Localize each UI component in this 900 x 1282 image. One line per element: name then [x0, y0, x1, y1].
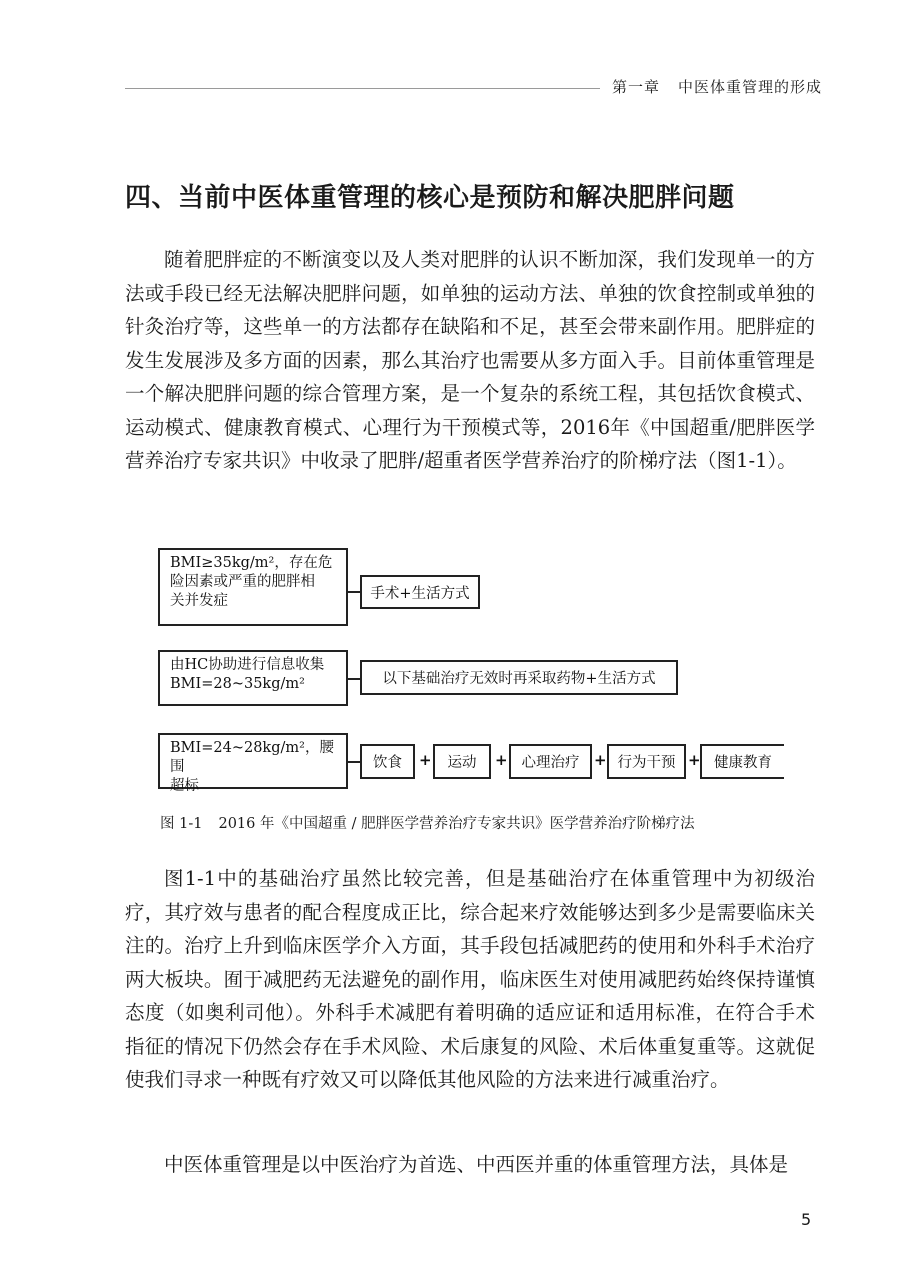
body-paragraph-2: 图1-1中的基础治疗虽然比较完善，但是基础治疗在体重管理中为初级治疗，其疗效与患者的配合程度成正比，综合起来疗效能够达到多少是需要临床关注的。治疗上升到临床医学介入方面，其手段包括减肥药的使用和外科手术治疗两大板块。囿于减肥药无法避免的副作用，临床医生对使用减肥药始终保持谨慎态度（如奥利司他）。外科手术减肥有着明确的适应证和适用标准，在符合手术指征的情况下仍然会存在手术风险、术后康复的风险、术后体重复重等。这就促使我们寻求一种既有疗效又可以降低其他风险的方法来进行减重治疗。: [125, 867, 815, 1091]
treatment-exercise: 运动: [447, 755, 477, 771]
tier1-condition-line2: 险因素或严重的肥胖相: [170, 574, 315, 590]
plus-sign: +: [495, 751, 508, 769]
figure-caption-text: 2016 年《中国超重 / 肥胖医学营养治疗专家共识》医学营养治疗阶梯疗法: [218, 816, 695, 832]
tier1-condition-box: [158, 548, 348, 626]
tier3-connector: [348, 761, 360, 763]
plus-sign: +: [419, 751, 432, 769]
chapter-number: 第一章: [612, 78, 661, 96]
tier1-treatment: 手术+生活方式: [370, 585, 470, 602]
chapter-title: 中医体重管理的形成: [678, 78, 823, 96]
page-number: 5: [801, 1210, 812, 1229]
body-paragraph-3: 中医体重管理是以中医治疗为首选、中西医并重的体重管理方法，具体是: [164, 1153, 789, 1176]
plus-sign: +: [594, 751, 607, 769]
treatment-diet: 饮食: [373, 755, 402, 771]
header-rule: [125, 88, 600, 89]
tier1-condition-line1: BMI≥35kg/m²，存在危: [170, 555, 333, 571]
tier3-condition-line2: 超标: [170, 778, 199, 794]
treatment-education: 健康教育: [714, 755, 772, 771]
figure-caption: [160, 812, 695, 833]
tier2-treatment-box: [360, 660, 678, 695]
treatment-behavior-box: [607, 744, 686, 779]
treatment-diet-box: [360, 744, 415, 779]
treatment-psychology-box: [509, 744, 592, 779]
tier2-treatment: 以下基础治疗无效时再采取药物+生活方式: [382, 671, 656, 687]
running-header: [612, 76, 822, 97]
tier2-connector: [348, 678, 360, 680]
tier2-condition-line2: BMI=28~35kg/m²: [170, 676, 305, 692]
section-heading: 四、当前中医体重管理的核心是预防和解决肥胖问题: [125, 183, 735, 213]
treatment-psychology: 心理治疗: [521, 755, 580, 771]
tier3-condition-box: [158, 733, 348, 794]
treatment-behavior: 行为干预: [617, 755, 676, 771]
figure-caption-label: 图 1-1: [160, 816, 203, 832]
tier2-condition-box: [158, 650, 348, 706]
body-paragraph-1: 随着肥胖症的不断演变以及人类对肥胖的认识不断加深，我们发现单一的方法或手段已经无法解决肥胖问题，如单独的运动方法、单独的饮食控制或单独的针灸治疗等，这些单一的方法都存在缺陷和不足，甚至会带来副作用。肥胖症的发生发展涉及多方面的因素，那么其治疗也需要从多方面入手。目前体重管理是一个解决肥胖问题的综合管理方案，是一个复杂的系统工程，其包括饮食模式、运动模式、健康教育模式、心理行为干预模式等，2016年《中国超重/肥胖医学营养治疗专家共识》中收录了肥胖/超重者医学营养治疗的阶梯疗法（图1-1）。: [125, 248, 815, 472]
treatment-exercise-box: [433, 744, 491, 779]
plus-sign: +: [688, 751, 701, 769]
tier2-condition-line1: 由HC协助进行信息收集: [170, 657, 325, 673]
tier1-treatment-box: [360, 575, 480, 609]
tier3-condition-line1: BMI=24~28kg/m²，腰围: [170, 740, 334, 775]
tier1-condition-line3: 关并发症: [170, 593, 228, 609]
tier1-connector: [348, 591, 360, 593]
treatment-education-box: [700, 744, 784, 779]
